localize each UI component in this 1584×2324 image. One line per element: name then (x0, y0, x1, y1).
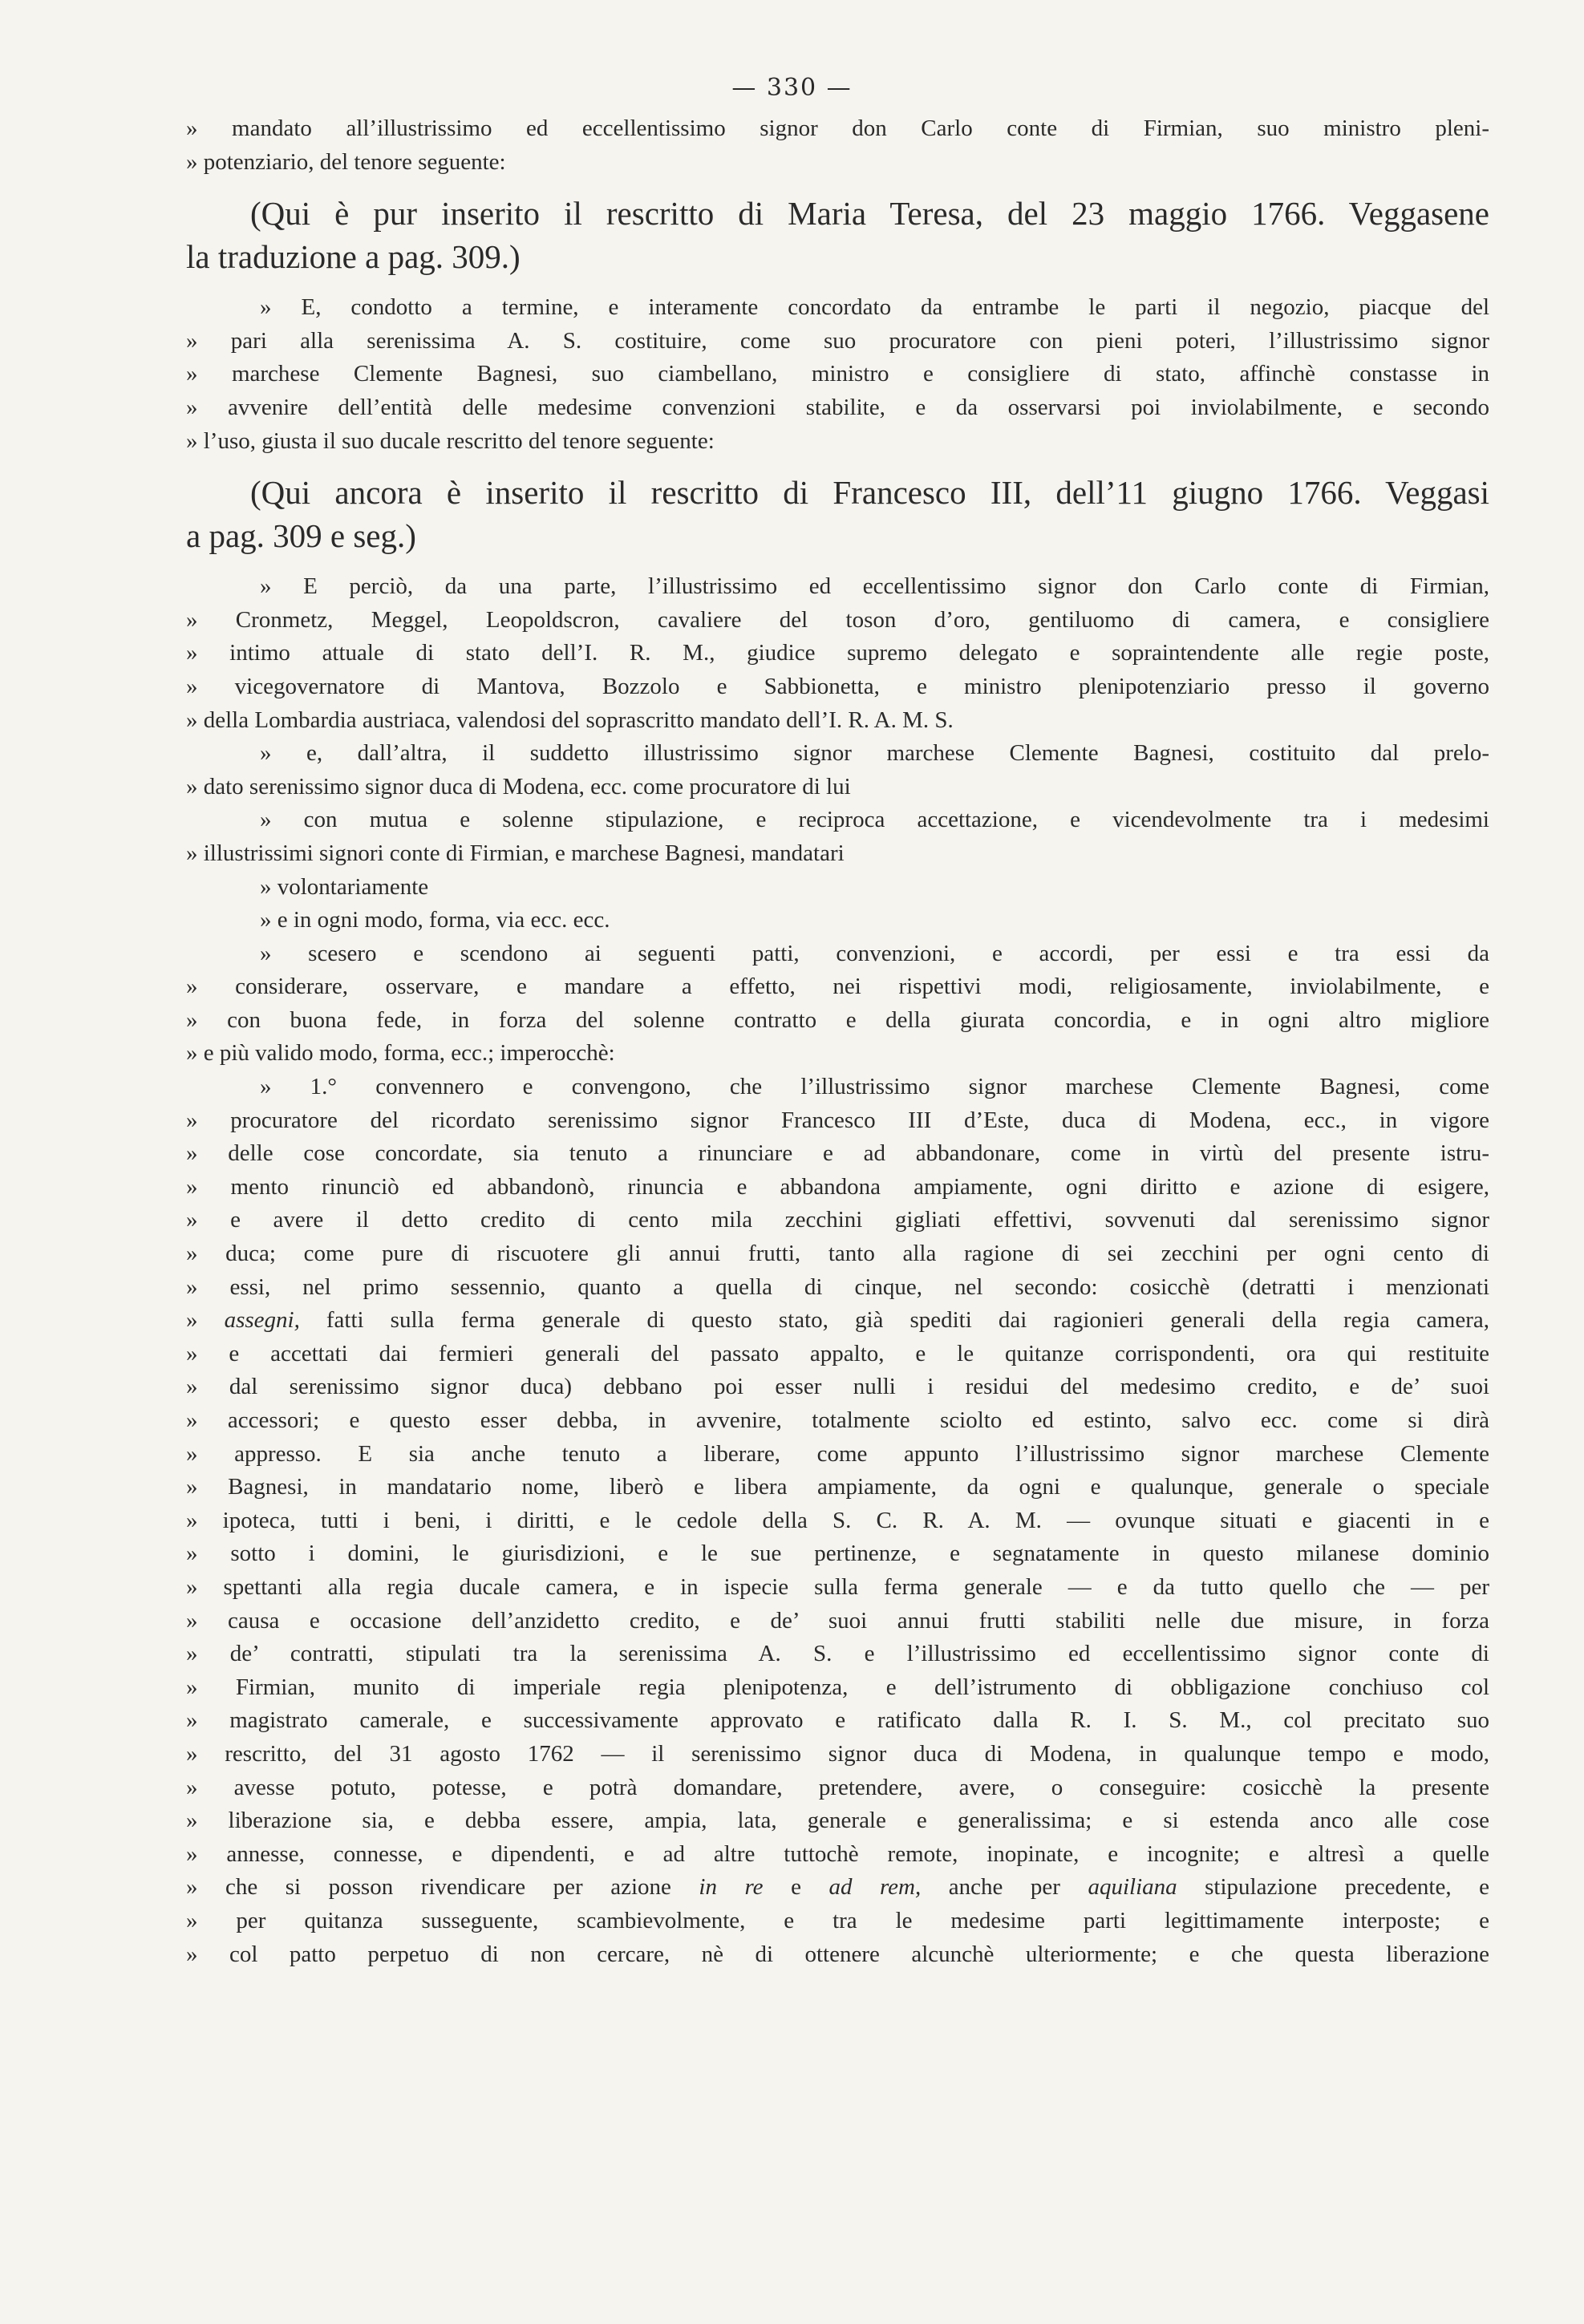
editorial-note: a pag. 309 e seg.) (186, 517, 416, 555)
text-line: » mandato all’illustrissimo ed eccellentissimo signor don Carlo conte di Firmian, suo ministro pleni- (186, 115, 1489, 141)
text-line: » marchese Clemente Bagnesi, suo ciambellano, ministro e consigliere di stato, affinchè constasse in (186, 361, 1489, 387)
text-line: » liberazione sia, e debba essere, ampia, lata, generale e generalissima; e si estenda anco alle cose (186, 1808, 1489, 1834)
document-body (186, 112, 1489, 1971)
text-line: » con buona fede, in forza del solenne contratto e della giurata concordia, e in ogni altro migliore (186, 1006, 1489, 1033)
editorial-note: (Qui ancora è inserito il rescritto di Francesco III, dell’11 giugno 1766. Veggasi (250, 474, 1489, 512)
text-line: » Bagnesi, in mandatario nome, liberò e libera ampiamente, da ogni e qualunque, generale o speciale (186, 1474, 1489, 1500)
text-line: » essi, nel primo sessennio, quanto a quella di cinque, nel secondo: cosicchè (detratti i menzionati (186, 1273, 1489, 1300)
text-line: » 1.° convennero e convengono, che l’illustrissimo signor marchese Clemente Bagnesi, come (260, 1074, 1489, 1100)
text-line: » e, dall’altra, il suddetto illustrissimo signor marchese Clemente Bagnesi, costituito dal prelo- (260, 740, 1489, 767)
italic-term: aquiliana (1088, 1874, 1177, 1901)
text-line: » intimo attuale di stato dell’I. R. M., giudice supremo delegato e sopraintendente alle regie poste, (186, 640, 1489, 666)
text-line: » e accettati dai fermieri generali del passato appalto, e le quitanze corrispondenti, ora qui restituite (186, 1340, 1489, 1366)
text-line: » vicegovernatore di Mantova, Bozzolo e Sabbionetta, e ministro plenipotenziario presso il governo (186, 673, 1489, 699)
italic-term: assegni, (224, 1307, 300, 1334)
text-line: » pari alla serenissima A. S. costituire, come suo procuratore con pieni poteri, l’illustrissimo signor (186, 327, 1489, 354)
text-line: » con mutua e solenne stipulazione, e reciproca accettazione, e vicendevolmente tra i medesimi (260, 807, 1489, 833)
text-line: » spettanti alla regia ducale camera, e in ispecie sulla ferma generale — e da tutto quello che — per (186, 1573, 1489, 1600)
text-line: » E perciò, da una parte, l’illustrissimo ed eccellentissimo signor don Carlo conte di Firmian, (260, 573, 1489, 600)
text-line: » magistrato camerale, e successivamente approvato e ratificato dalla R. I. S. M., col precitato suo (186, 1707, 1489, 1734)
text-line: » dato serenissimo signor duca di Modena, ecc. come procuratore di lui (186, 773, 851, 800)
text-line: » per quitanza susseguente, scambievolmente, e tra le medesime parti legittimamente interposte; e (186, 1907, 1489, 1933)
text-line: » l’uso, giusta il suo ducale rescritto del tenore seguente: (186, 427, 715, 454)
text-line: » volontariamente (260, 873, 429, 900)
text-line: » Cronmetz, Meggel, Leopoldscron, cavaliere del toson d’oro, gentiluomo di camera, e consigliere (186, 606, 1489, 633)
text-line: » e in ogni modo, forma, via ecc. ecc. (260, 907, 610, 933)
text-line: » causa e occasione dell’anzidetto credito, e de’ suoi annui frutti stabiliti nelle due misure, in forza (186, 1607, 1489, 1634)
text-line: » considerare, osservare, e mandare a effetto, nei rispettivi modi, religiosamente, inviolabilmente, e (186, 974, 1489, 1000)
text-line: » dal serenissimo signor duca) debbano poi esser nulli i residui del medesimo credito, e de’ suoi (186, 1374, 1489, 1400)
text-line: » ipoteca, tutti i beni, i diritti, e le cedole della S. C. R. A. M. — ovunque situati e giacenti in e (186, 1507, 1489, 1533)
text-line: » de’ contratti, stipulati tra la serenissima A. S. e l’illustrissimo ed eccellentissimo signor conte di (186, 1641, 1489, 1667)
text-line: » E, condotto a termine, e interamente concordato da entrambe le parti il negozio, piacque del (260, 294, 1489, 321)
text-line: » della Lombardia austriaca, valendosi del soprascritto mandato dell’I. R. A. M. S. (186, 707, 954, 733)
text-line: » rescritto, del 31 agosto 1762 — il serenissimo signor duca di Modena, in qualunque tempo e modo, (186, 1740, 1489, 1767)
text-line: » illustrissimi signori conte di Firmian, e marchese Bagnesi, mandatari (186, 840, 845, 866)
text-line: » procuratore del ricordato serenissimo signor Francesco III d’Este, duca di Modena, ecc., in vigore (186, 1107, 1489, 1133)
italic-term: ad rem, (828, 1874, 922, 1901)
page-number: — 330 — (731, 74, 853, 102)
text-line: » avesse potuto, potesse, e potrà domandare, pretendere, avere, o conseguire: cosicchè la presente (186, 1774, 1489, 1800)
text-line: » mento rinunciò ed abbandonò, rinuncia e abbandona ampiamente, ogni diritto e azione di esigere, (186, 1173, 1489, 1200)
italic-term: in re (699, 1874, 764, 1901)
text-line: » col patto perpetuo di non cercare, nè di ottenere alcunchè ulteriormente; e che questa liberazione (186, 1941, 1489, 1967)
text-line: » e più valido modo, forma, ecc.; imperocchè: (186, 1040, 615, 1067)
text-line: » annesse, connesse, e dipendenti, e ad altre tuttochè remote, inopinate, e incognite; e altresì a quelle (186, 1840, 1489, 1867)
text-line: » delle cose concordate, sia tenuto a rinunciare e ad abbandonare, come in virtù del presente istru- (186, 1140, 1489, 1167)
text-line: » appresso. E sia anche tenuto a liberare, come appunto l’illustrissimo signor marchese Clemente (186, 1440, 1489, 1467)
editorial-note: (Qui è pur inserito il rescritto di Maria Teresa, del 23 maggio 1766. Veggasene (250, 195, 1489, 233)
text-line: » sotto i domini, le giurisdizioni, e le sue pertinenze, e segnatamente in questo milanese dominio (186, 1541, 1489, 1567)
text-line: » assegni, fatti sulla ferma generale di questo stato, già spediti dai ragionieri generali della regia camera, (186, 1307, 1489, 1334)
text-line: » e avere il detto credito di cento mila zecchini gigliati effettivi, sovvenuti dal serenissimo signor (186, 1207, 1489, 1233)
text-line: » potenziario, del tenore seguente: (186, 148, 506, 175)
text-line: » Firmian, munito di imperiale regia plenipotenza, e dell’istrumento di obbligazione conchiuso col (186, 1674, 1489, 1700)
editorial-note: la traduzione a pag. 309.) (186, 238, 521, 276)
text-line: » scesero e scendono ai seguenti patti, convenzioni, e accordi, per essi e tra essi da (260, 940, 1489, 966)
text-line: » accessori; e questo esser debba, in avvenire, totalmente sciolto ed estinto, salvo ecc. come si dirà (186, 1407, 1489, 1433)
text-line: » avvenire dell’entità delle medesime convenzioni stabilite, e da osservarsi poi inviolabilmente, e secondo (186, 394, 1489, 420)
text-line: » che si posson rivendicare per azione in re e ad rem, anche per aquiliana stipulazione precedente, e (186, 1874, 1489, 1901)
text-line: » duca; come pure di riscuotere gli annui frutti, tanto alla ragione di sei zecchini per ogni cento di (186, 1241, 1489, 1267)
